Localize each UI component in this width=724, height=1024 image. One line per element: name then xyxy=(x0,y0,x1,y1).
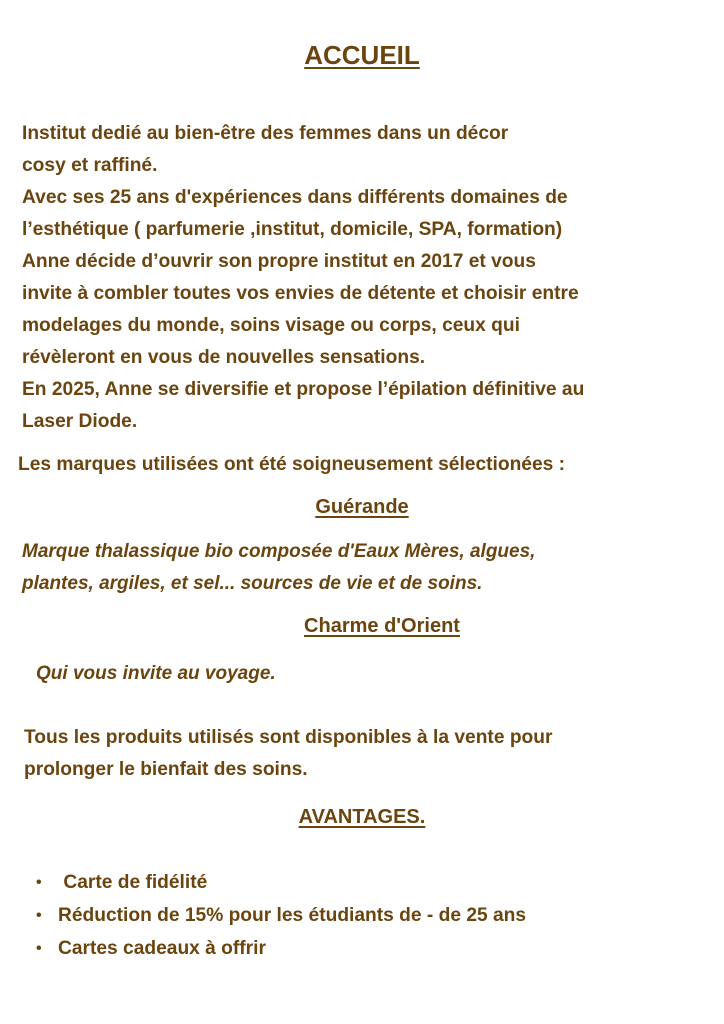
advantages-list xyxy=(36,866,526,965)
intro-line: Institut dedié au bien-être des femmes dans un décor xyxy=(22,123,509,144)
bullet-icon: • xyxy=(36,907,42,924)
brand-description-line: plantes, argiles, et sel... sources de vie et de soins. xyxy=(22,573,483,594)
intro-line: Laser Diode. xyxy=(22,411,138,432)
brand-description-line: Qui vous invite au voyage. xyxy=(36,663,276,684)
products-paragraph xyxy=(24,722,552,786)
brand-title-guerande: Guérande xyxy=(315,496,409,518)
intro-line: modelages du monde, soins visage ou corps, ceux qui xyxy=(22,315,520,336)
advantage-label: Cartes cadeaux à offrir xyxy=(58,938,266,959)
list-item xyxy=(36,899,526,932)
brand-description-charme-d-orient xyxy=(36,658,276,690)
products-line: prolonger le bienfait des soins. xyxy=(24,759,308,780)
list-item xyxy=(36,866,526,899)
intro-line: l’esthétique ( parfumerie ,institut, domicile, SPA, formation) xyxy=(22,219,563,240)
brand-description-guerande xyxy=(22,536,535,600)
brand-description-line: Marque thalassique bio composée d'Eaux Mères, algues, xyxy=(22,541,536,562)
intro-line: révèleront en vous de nouvelles sensations. xyxy=(22,347,426,368)
intro-line: invite à combler toutes vos envies de détente et choisir entre xyxy=(22,283,579,304)
intro-line: Avec ses 25 ans d'expériences dans différents domaines de xyxy=(22,187,568,208)
intro-paragraph xyxy=(22,118,722,438)
advantage-label: Réduction de 15% pour les étudiants de - de 25 ans xyxy=(58,905,527,926)
advantage-label: Carte de fidélité xyxy=(58,872,208,893)
products-line: Tous les produits utilisés sont disponibles à la vente pour xyxy=(24,727,553,748)
intro-line: Anne décide d’ouvrir son propre institut en 2017 et vous xyxy=(22,251,536,272)
advantages-title: AVANTAGES. xyxy=(298,806,426,828)
intro-line: En 2025, Anne se diversifie et propose l’épilation définitive au xyxy=(22,379,585,400)
page-title: ACCUEIL xyxy=(304,40,420,70)
intro-line: cosy et raffiné. xyxy=(22,155,158,176)
bullet-icon: • xyxy=(36,874,42,891)
brand-title-charme-d-orient: Charme d'Orient xyxy=(304,615,460,637)
brands-lead: Les marques utilisées ont été soigneusement sélectionées : xyxy=(18,454,566,475)
bullet-icon: • xyxy=(36,940,42,957)
list-item xyxy=(36,932,526,965)
